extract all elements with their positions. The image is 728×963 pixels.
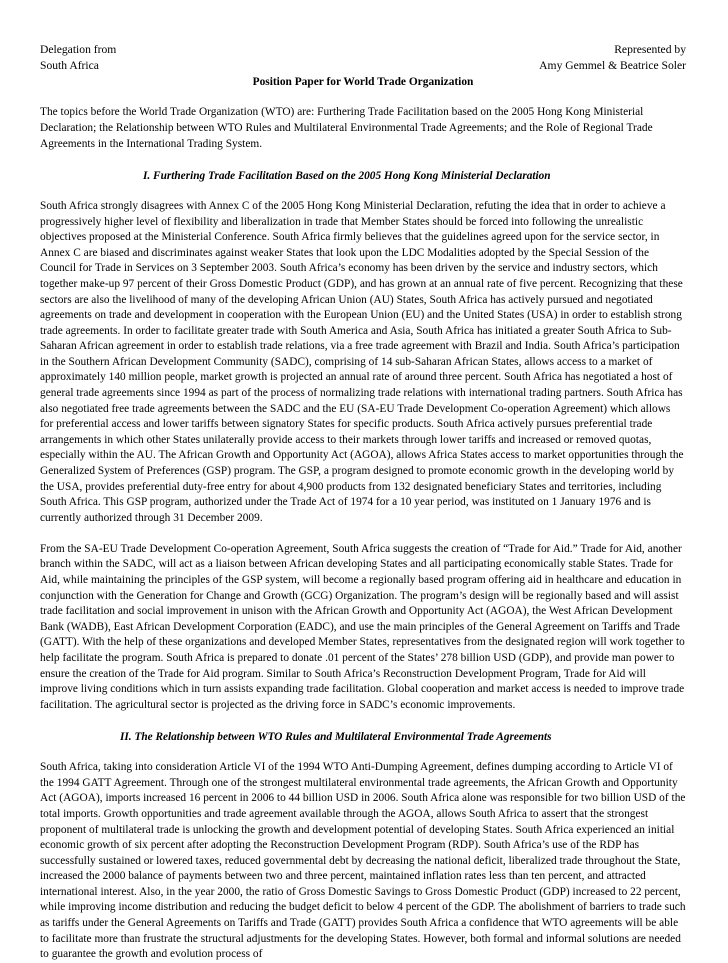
represented-by-label: Represented by — [614, 43, 686, 56]
country-name: South Africa — [40, 59, 99, 72]
intro-paragraph: The topics before the World Trade Organization (WTO) are: Furthering Trade Facilitation based on the 2005 Hong Kong Ministerial Declaration; the Relationship between WTO Rules and Multilateral Environmental Trade Agreements; and the Role of Regional Trade Agreements in the International Trading System. — [40, 106, 653, 150]
section-1-paragraph-2: From the SA-EU Trade Development Co-operation Agreement, South Africa suggests the creation of “Trade for Aid.” Trade for Aid, another branch within the SADC, will act as a liaison between African developing States and all participating economically stable States. Trade for Aid, while maintaining the principles of the GSP system, will become a regionally based program offering aid in healthcare and education in conjunction with the Generation for Change and Growth (GCG) Organization. The program’s design will be regionally based and will assist trade facilitation and social improvement in unison with the African Growth and Opportunity Act (AGOA), the West African Development Bank (WADB), East African Development Corporation (EADC), and use the main principles of the General Agreement on Tariffs and Trade (GATT). With the help of these organizations and developed Member States, representatives from the designated region will work together to help facilitate the program. South Africa is prepared to donate .01 percent of the States’ 278 billion USD (GDP), and provide man power to ensure the creation of the Trade for Aid program. Similar to South Africa’s Reconstruction Development Program, Trade for Aid will improve living conditions which in turn assists expanding trade facilitation. Global cooperation and market access is needed to improve trade facilitation. The agricultural sector is projected as the driving force in SADC’s economic improvements. — [40, 542, 685, 711]
section-1-heading: I. Furthering Trade Facilitation Based on the 2005 Hong Kong Ministerial Declaration — [143, 169, 551, 182]
header-row-2 — [40, 58, 686, 74]
delegation-label: Delegation from — [40, 43, 117, 56]
header-row-1 — [40, 42, 686, 58]
section-1-paragraph-1: South Africa strongly disagrees with Annex C of the 2005 Hong Kong Ministerial Declaration, refuting the idea that in order to achieve a progressively higher level of flexibility and liberalization in trade that Member States should be forced into following the unrealistic objectives proposed at the Ministerial Conference. South Africa firmly believes that the guidelines agreed upon for the service sector, in Annex C are biased and discriminates against weaker States that look upon the LDC Modalities adopted by the Special Session of the Council for Trade in Services on 3 September 2003. South Africa’s economy has been driven by the service and industry sectors, which together make-up 97 percent of their Gross Domestic Product (GDP), and has grown at an annual rate of five percent. Recognizing that these sectors are also the livelihood of many of the developing African Union (AU) States, South Africa has actively pursued and negotiated agreements on trade and development in cooperation with the European Union (EU) and the United States (USA) in order to establish strong trade agreements. In order to facilitate greater trade with South America and Asia, South Africa has initiated a greater South Africa to Sub-Saharan African agreement in order to establish trade relations, via a free trade agreement with Brazil and India. South Africa’s participation in the Southern African Development Community (SADC), comprising of 14 sub-Saharan African States, allows access to a market of approximately 140 million people, market growth is projected an annual rate of around three percent. South Africa has negotiated a host of general trade agreements since 1994 as part of the process of normalizing trade relations with international trading partners. South Africa has also negotiated free trade agreements between the SADC and the EU (SA-EU Trade Development Co-operation Agreement) which allows for preferential access and lower tariffs between signatory States for specific products. South Africa actively pursues preferential trade arrangements in which other States unilaterally provide access to their markets through lower tariffs and increased or removed quotas, especially within the AU. The African Growth and Opportunity Act (AGOA), allows Africa States access to market opportunities through the Generalized System of Preferences (GSP) program. The GSP, a program designed to promote economic growth in the developing world by the USA, provides preferential duty-free entry for about 4,900 products from 132 designated beneficiary States and territories, including South Africa. This GSP program, authorized under the Trade Act of 1974 for a 10 year period, was instituted on 1 January 1976 and is currently authorized through 31 December 2009. — [40, 199, 684, 524]
document-title: Position Paper for World Trade Organization — [252, 76, 474, 88]
section-2-paragraph-1: South Africa, taking into consideration Article VI of the 1994 WTO Anti-Dumping Agreement, defines dumping according to Article VI of the 1994 GATT Agreement. Through one of the strongest multilateral environmental trade agreements, the African Growth and Opportunity Act (AGOA), imports increased 16 percent in 2006 to 44 billion USD in 2006. South Africa alone was responsible for two billion USD of the total imports. Growth opportunities and trade agreement available through the AGOA, allows South Africa to assert that the strongest proponent of multilateral trade is unlocking the growth and development potential of developing States. South Africa experienced an initial economic growth of six percent after adopting the Reconstruction Development Program (RDP). South Africa’s use of the RDP has successfully sustained or lowered taxes, reduced governmental debt by decreasing the national deficit, liberalized trade throughout the State, increased the 2000 balance of payments between two and three percent, maintained inflation rates less than ten percent, and attracted international interest. Also, in the year 2000, the ratio of Gross Domestic Savings to Gross Domestic Product (GDP) increased to 22 percent, while improving income distribution and reducing the budget deficit to below 4 percent of the GDP. The abolishment of barriers to trade such as tariffs under the General Agreements on Tariffs and Trade (GATT) provides South Africa a confidence that WTO agreements will be able to facilitate more than frustrate the structural adjustments for the developing States. However, both formal and informal solutions are needed to guarantee the growth and evolution process of — [40, 761, 686, 961]
section-2-heading: II. The Relationship between WTO Rules and Multilateral Environmental Trade Agreements — [120, 730, 552, 743]
document-page — [40, 42, 686, 963]
delegate-names: Amy Gemmel & Beatrice Soler — [539, 59, 686, 72]
